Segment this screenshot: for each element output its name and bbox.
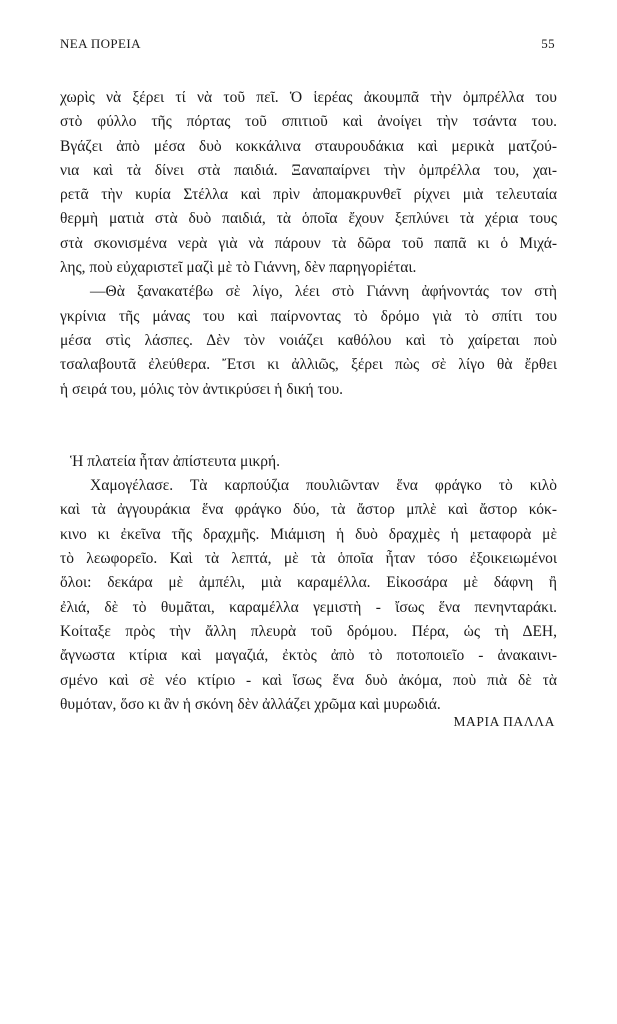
paragraph-3 <box>60 450 557 474</box>
text-line: ἐλιά, δὲ τὸ θυμᾶται, καραμέλλα γεμιστὴ - ἴσως ἕνα πενηνταράκι. <box>60 598 557 616</box>
text-line: Χαμογέλασε. Τὰ καρπούζια πουλιῶνταν ἕνα φράγκο τὸ κιλὸ <box>90 477 557 495</box>
text-line: χωρὶς νὰ ξέρει τί νὰ τοῦ πεῖ. Ὁ ἱερέας ἀκουμπᾶ τὴν ὀμπρέλλα του <box>60 89 557 106</box>
text-line: θυμόταν, ὅσο κι ἂν ἡ σκόνη δὲν ἀλλάζει χρῶμα καὶ μυρωδιά. <box>60 695 441 713</box>
text-line: Ἡ πλατεία ἦταν ἀπίστευτα μικρή. <box>70 452 281 470</box>
paragraph-2 <box>60 280 557 401</box>
text-line: ἡ σειρά του, μόλις τὸν ἀντικρύσει ἡ δική του. <box>60 380 344 398</box>
text-line: λης, ποὺ εὐχαριστεῖ μαζὶ μὲ τὸ Γιάννη, δὲν παρηγορiέται. <box>60 259 417 277</box>
paragraph-4 <box>60 474 557 717</box>
text-line: καὶ τὰ ἀγγουράκια ἕνα φράγκο δύο, τὰ ἄστορ μπλὲ καὶ ἄστορ κόκ- <box>60 501 557 519</box>
text-line: ρετᾶ τὴν κυρία Στέλλα καὶ πρὶν ἀπομακρυνθεῖ ρίχνει μιὰ τελευταία <box>60 186 557 204</box>
text-line: στὰ σκονισμένα νερὰ γιὰ νὰ πάρουν τὰ δῶρα τοῦ παπᾶ κι ὁ Μιχά- <box>60 234 557 252</box>
text-line: —Θὰ ξανακατέβω σὲ λίγο, λέει στὸ Γιάννη ἀφήνοντάς τον στὴ <box>90 283 557 301</box>
text-line: τὸ λεωφορεῖο. Καὶ τὰ λεπτά, μὲ τὰ ὁποῖα ἦταν τόσο ἐξοικειωμένοι <box>60 550 557 568</box>
page-number: 55 <box>541 36 555 51</box>
text-line: θερμὴ ματιὰ στὰ δυὸ παιδιά, τὰ ὁποῖα ἔχουν ξεπλύνει τὰ χέρια τους <box>60 210 557 228</box>
text-line: στὸ φύλλο τῆς πόρτας τοῦ σπιτιοῦ καὶ ἀνοίγει τὴν τσάντα του. <box>60 113 557 131</box>
running-title: ΝΕΑ ΠΟΡΕΙΑ <box>60 36 141 51</box>
text-line: σμένο καὶ σὲ νέο κτίριο - καὶ ἴσως ἕνα δυὸ ἀκόμα, ποὺ πιὰ δὲ τὰ <box>60 671 557 689</box>
text-line: κινο κι ἐκεῖνα τῆς δραχμῆς. Μιάμιση ἡ δυὸ δραχμὲς ἡ μεταφορὰ μὲ <box>60 525 557 543</box>
text-line: ὅλοι: δεκάρα μὲ ἀμπέλι, μιὰ καραμέλλα. Εἰκοσάρα μὲ δάφνη ἢ <box>60 574 557 592</box>
text-line: Βγάζει ἀπὸ μέσα δυὸ κοκκάλινα σταυρουδάκια καὶ μερικὰ ματζού- <box>60 137 557 155</box>
text-line: ἄγνωστα κτίρια καὶ μαγαζιά, ἐκτὸς ἀπὸ τὸ ποτοποιεῖο - ἀνακαινι- <box>60 647 557 665</box>
text-line: νια καὶ τὰ δίνει στὰ παιδιά. Ξαναπαίρνει τὴν ὀμπρέλλα του, χαι- <box>60 161 557 179</box>
text-line: γκρίνια τῆς μάνας του καὶ παίρνοντας τὸ δρόμο γιὰ τὸ σπίτι του <box>60 307 557 325</box>
text-line: μέσα στὶς λάσπες. Δὲν τὸν νοιάζει καθόλου καὶ τὸ χαίρεται ποὺ <box>60 331 557 349</box>
author-signature: ΜΑΡΙΑ ΠΑΛΛΑ <box>453 714 555 729</box>
body-text <box>60 86 557 717</box>
running-head <box>60 36 557 56</box>
text-line: τσαλαβουτᾶ ἐλεύθερα. Ἔτσι κι ἀλλιῶς, ξέρει πὼς σὲ λίγο θὰ ἔρθει <box>60 356 557 374</box>
section-break <box>60 402 557 450</box>
text-line: Κοίταξε πρὸς τὴν ἄλλη πλευρὰ τοῦ δρόμου. Πέρα, ὡς τὴ ΔΕΗ, <box>60 622 557 640</box>
paragraph-1 <box>60 86 557 280</box>
